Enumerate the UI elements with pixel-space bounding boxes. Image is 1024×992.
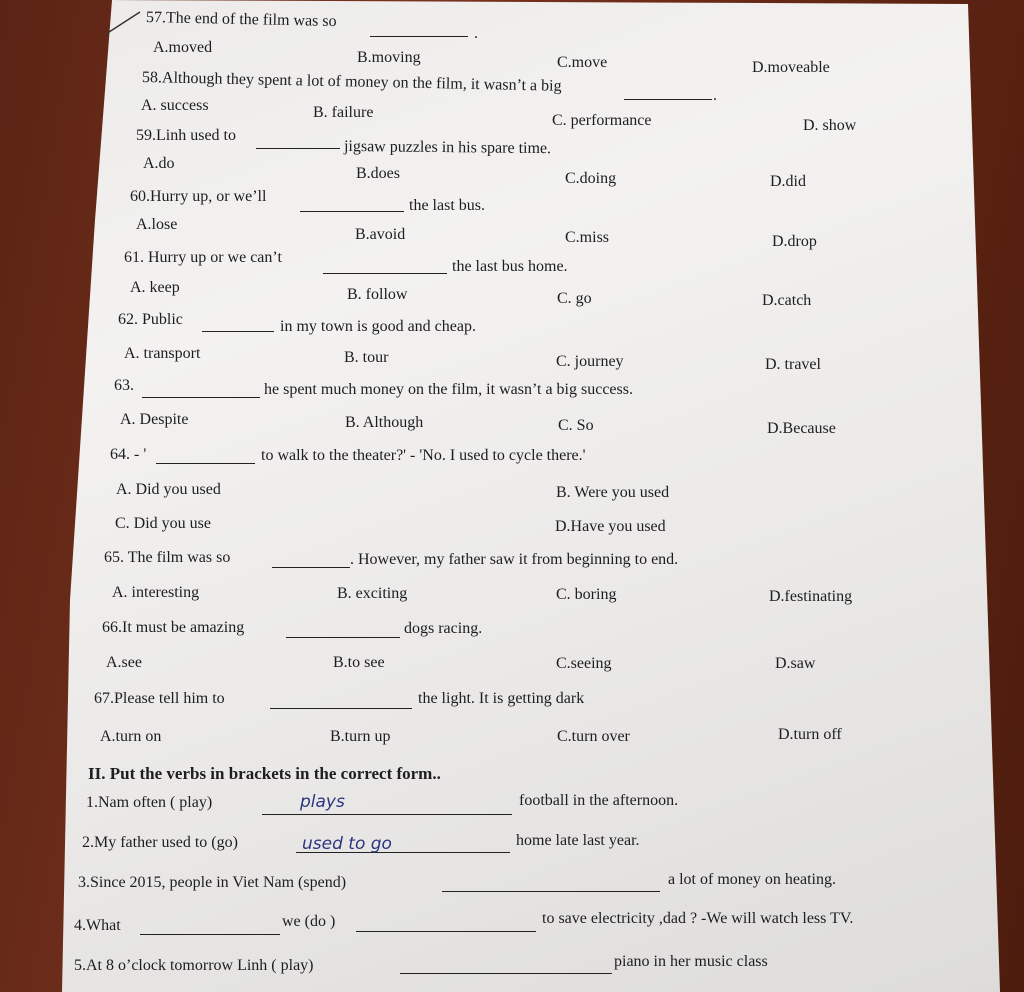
- question-62-end: in my town is good and cheap.: [280, 318, 476, 335]
- option-d: D.saw: [775, 655, 816, 672]
- verb-item-2-prompt: 2.My father used to (go): [82, 834, 238, 851]
- question-57-end: .: [474, 25, 478, 42]
- option-c: C. go: [557, 290, 592, 307]
- question-58-text: 58.Although they spent a lot of money on the film, it wasn’t a big: [141, 69, 562, 95]
- option-d: D.did: [770, 173, 806, 190]
- verb-item-1-prompt: 1.Nam often ( play): [86, 794, 213, 811]
- answer-blank[interactable]: [272, 567, 350, 568]
- verb-item-1-end: football in the afternoon.: [519, 792, 679, 809]
- question-58-end: .: [713, 87, 717, 104]
- option-d: D.festinating: [769, 588, 853, 605]
- option-b: B. exciting: [337, 585, 408, 602]
- option-b: B. failure: [313, 104, 374, 121]
- answer-blank[interactable]: [262, 814, 512, 815]
- question-59-text: 59.Linh used to: [136, 127, 236, 144]
- question-65-text: 65. The film was so: [104, 549, 231, 566]
- option-a: A. success: [141, 97, 209, 114]
- option-c: C.miss: [565, 229, 610, 246]
- option-b: B.does: [356, 165, 400, 182]
- question-67-text: 67.Please tell him to: [94, 690, 225, 707]
- option-b: B. Although: [345, 414, 424, 431]
- option-c: C.turn over: [557, 728, 630, 745]
- option-b: B.turn up: [330, 728, 391, 745]
- option-b: B.moving: [357, 49, 421, 66]
- question-64-end: to walk to the theater?' - 'No. I used to cycle there.': [261, 447, 586, 464]
- question-60-end: the last bus.: [409, 197, 485, 214]
- answer-blank[interactable]: [300, 211, 404, 212]
- option-b: B.to see: [333, 654, 385, 671]
- answer-blank[interactable]: [202, 331, 274, 332]
- answer-blank[interactable]: [256, 148, 340, 149]
- answer-blank[interactable]: [140, 934, 280, 935]
- question-62-text: 62. Public: [118, 311, 183, 328]
- question-60-text: 60.Hurry up, or we’ll: [130, 188, 267, 205]
- question-57-text: 57.The end of the film was so: [145, 9, 337, 30]
- option-c: C. boring: [556, 586, 617, 603]
- option-a: A.see: [106, 654, 142, 671]
- option-c: C.seeing: [556, 655, 612, 672]
- pen-mark-icon: [104, 8, 144, 38]
- option-d: D.Because: [767, 420, 836, 437]
- option-b: B. tour: [344, 349, 389, 366]
- answer-blank[interactable]: [142, 397, 260, 398]
- option-c: C.move: [557, 54, 608, 71]
- question-66-end: dogs racing.: [404, 620, 483, 637]
- verb-item-3-prompt: 3.Since 2015, people in Viet Nam (spend): [78, 874, 347, 891]
- option-c: C.doing: [565, 170, 617, 187]
- verb-item-5-end: piano in her music class: [614, 953, 768, 970]
- option-a: A. Despite: [120, 411, 189, 428]
- option-d: D. travel: [765, 356, 821, 373]
- option-b: B.avoid: [355, 226, 406, 243]
- option-a: A.turn on: [100, 728, 162, 745]
- question-63-end: he spent much money on the film, it wasn’t a big success.: [264, 381, 633, 398]
- handwritten-answer: used to go: [302, 834, 392, 854]
- option-a: A.moved: [153, 39, 213, 56]
- option-d: D.catch: [762, 292, 812, 309]
- answer-blank[interactable]: [156, 463, 255, 464]
- section-2-heading: II. Put the verbs in brackets in the correct form..: [88, 764, 441, 783]
- option-c: C. performance: [552, 112, 652, 129]
- option-a: A.do: [143, 155, 175, 172]
- verb-item-3-end: a lot of money on heating.: [668, 871, 836, 888]
- option-a: A. interesting: [112, 584, 200, 601]
- question-64-text: 64. - ': [110, 446, 147, 463]
- question-59-end: jigsaw puzzles in his spare time.: [343, 138, 552, 158]
- answer-blank[interactable]: [400, 973, 612, 974]
- option-c: C. journey: [556, 353, 624, 370]
- answer-blank[interactable]: [270, 708, 412, 709]
- option-d: D.Have you used: [555, 518, 666, 535]
- option-a: A. transport: [124, 345, 201, 362]
- verb-item-4-end: to save electricity ,dad ? -We will watch less TV.: [542, 910, 854, 927]
- answer-blank[interactable]: [624, 99, 712, 100]
- question-66-text: 66.It must be amazing: [102, 619, 245, 636]
- option-a: A.lose: [136, 216, 178, 233]
- verb-item-2-end: home late last year.: [516, 832, 640, 849]
- answer-blank[interactable]: [286, 637, 400, 638]
- verb-item-4-prompt: 4.What: [74, 917, 121, 934]
- verb-item-5-prompt: 5.At 8 o’clock tomorrow Linh ( play): [74, 957, 314, 974]
- option-a: A. Did you used: [116, 481, 221, 498]
- option-d: D.turn off: [778, 726, 842, 743]
- answer-blank[interactable]: [370, 36, 468, 37]
- answer-blank[interactable]: [356, 931, 536, 932]
- answer-blank[interactable]: [323, 273, 447, 274]
- option-b: B. Were you used: [556, 484, 670, 501]
- option-c: C. So: [558, 417, 594, 434]
- handwritten-answer: plays: [300, 792, 345, 812]
- question-61-text: 61. Hurry up or we can’t: [124, 249, 282, 266]
- option-d: D.drop: [772, 233, 817, 250]
- question-63-text: 63.: [114, 377, 134, 394]
- option-b: B. follow: [347, 286, 408, 303]
- question-61-end: the last bus home.: [452, 258, 568, 275]
- option-d: D.moveable: [752, 59, 830, 76]
- option-d: D. show: [803, 117, 857, 134]
- option-c: C. Did you use: [115, 515, 211, 532]
- question-67-end: the light. It is getting dark: [418, 690, 585, 707]
- answer-blank[interactable]: [442, 891, 660, 892]
- verb-item-4-mid: we (do ): [282, 913, 336, 930]
- option-a: A. keep: [130, 279, 180, 296]
- question-65-end: . However, my father saw it from beginning to end.: [350, 551, 679, 568]
